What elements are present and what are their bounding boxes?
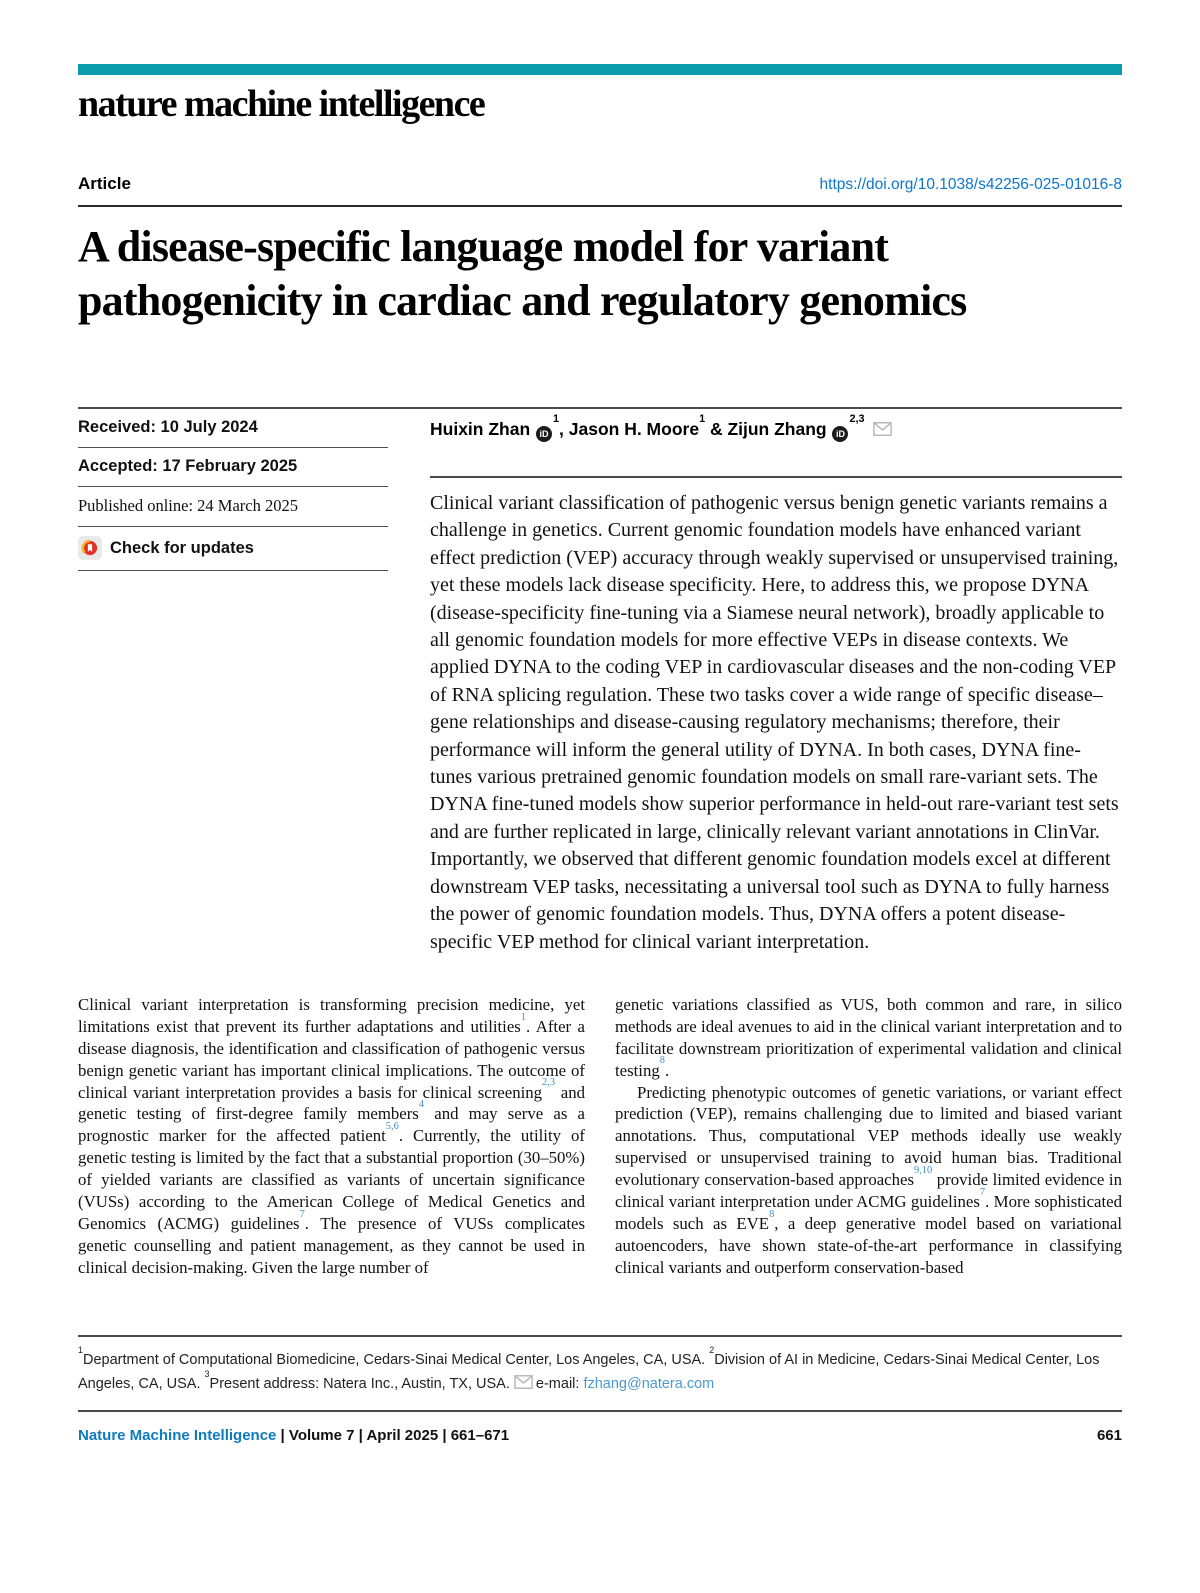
doi-link[interactable]: https://doi.org/10.1038/s42256-025-01016-8 [819,176,1122,193]
affiliation-marker: 1 [553,413,560,426]
article-header [78,174,1122,207]
reference-link[interactable]: 8 [769,1208,775,1220]
reference-link[interactable]: 4 [418,1099,425,1111]
affiliation-marker: 2,3 [849,413,865,426]
orcid-icon: iD [536,426,552,442]
body-paragraph: Clinical variant interpretation is transforming precision medicine, yet limitations exist that prevent its further adaptations and utilities$^1$. After a disease diagnosis, the identification and classification of pathogenic versus benign genetic variant has important clinical implications. The outcome of clinical variant interpretation provides a basis for clinical screening$^{2,3}$ and genetic testing of first-degree family members$^4$ and may serve as a prognostic marker for the affected patient$^{5,6}$. Currently, the utility of genetic testing is limited by the fact that a substantial proportion (30–50%) of yielded variants are classified as variants of uncertain significance (VUSs) according to the American College of Medical Genetics and Genomics (ACMG) guidelines$^7$. The presence of VUSs complicates genetic counselling and patient management, as they cannot be used in clinical decision-making. Given the large number of [78,994,586,1277]
published-date: Published online: 24 March 2025 [78,487,388,527]
meta-and-abstract-section [78,407,1122,956]
affiliation-marker: 3 [204,1368,210,1379]
email-link[interactable]: fzhang@natera.com [583,1375,715,1392]
author-line: Huixin Zhan iD$^1$, Jason H. Moore$^1$ & Zijun Zhang iD$^{2,3}$ [430,409,1122,442]
affiliation-marker: 1 [699,413,706,426]
affiliation-marker: 1 [78,1344,83,1355]
body-paragraph: genetic variations classified as VUS, both common and rare, in silico methods are ideal avenues to aid in the clinical variant interpretation and to facilitate downstream prioritization of experimental validation and clinical testing$^8$. [615,994,1122,1080]
reference-link[interactable]: 2,3 [542,1077,556,1089]
abstract-column [430,409,1122,956]
reference-link[interactable]: 7 [979,1186,986,1198]
accepted-date: Accepted: 17 February 2025 [78,448,388,487]
article-type-label: Article [78,174,131,193]
reference-link[interactable]: 7 [299,1208,305,1220]
footer-left [78,1427,509,1444]
reference-link[interactable]: 5,6 [385,1121,399,1133]
mail-icon [514,1375,533,1389]
affiliations-text: $^1$Department of Computational Biomedicine, Cedars-Sinai Medical Center, Los Angeles, CA, USA. $^2$Division of AI in Medicine, Cedars-Sinai Medical Center, Los Angeles, CA, USA. $^3$Present address: Natera Inc., Austin, TX, USA. e-mail: fzhang@natera.com [78,1344,1100,1392]
article-history [78,409,388,956]
issue-info: | Volume 7 | April 2025 | 661–671 [276,1426,510,1444]
article-body [78,994,1122,1279]
reference-link[interactable]: 9,10 [913,1164,933,1176]
crossmark-icon [78,536,102,560]
page-number: 661 [1096,1426,1122,1444]
journal-logo: nature machine intelligence [78,83,485,125]
body-column-left [78,994,585,1279]
abstract-block [430,476,1122,956]
check-for-updates-label: Check for updates [110,538,254,557]
affiliation-marker: 2 [709,1344,715,1355]
check-for-updates-button[interactable] [78,527,388,571]
page-footer [78,1427,1122,1444]
article-title: A disease-specific language model for variant pathogenicity in cardiac and regulatory genomics [78,222,967,325]
orcid-icon: iD [832,426,848,442]
reference-link[interactable]: 1 [520,1011,527,1023]
mail-icon [873,422,892,436]
abstract-text: Clinical variant classification of pathogenic versus benign genetic variants remains a challenge in genetics. Current genomic foundation models have enhanced variant effect prediction (VEP) accuracy through weakly supervised or unsupervised training, yet these models lack disease specificity. Here, to address this, we propose DYNA (disease-specificity fine-tuning via a Siamese neural network), broadly applicable to all genomic foundation models for more effective VEPs in disease contexts. We applied DYNA to the coding VEP in cardiovascular diseases and the non-coding VEP of RNA splicing regulation. These two tasks cover a wide range of specific disease–gene relationships and disease-causing regulatory mechanisms; therefore, their performance will inform the general utility of DYNA. In both cases, DYNA fine-tunes various pretrained genomic foundation models on small rare-variant sets. The DYNA fine-tuned models show superior performance in held-out rare-variant test sets and are further replicated in large, clinically relevant variant annotations in ClinVar. Importantly, we observed that different genomic foundation models excel at different downstream VEP tasks, necessitating a universal tool such as DYNA to fully harness the power of genomic foundation models. Thus, DYNA offers a potent disease-specific VEP method for clinical variant interpretation. [430,492,1119,953]
body-paragraph: Predicting phenotypic outcomes of genetic variations, or variant effect prediction (VEP), remains challenging due to limited and biased variant annotations. Thus, computational VEP methods ideally use weakly supervised or unsupervised training to avoid human bias. Traditional evolutionary conservation-based approaches$^{9,10}$ provide limited evidence in clinical variant interpretation under ACMG guidelines$^7$. More sophisticated models such as EVE$^8$, a deep generative model based on variational autoencoders, have shown state-of-the-art performance in classifying clinical variants and outperform conservation-based [615,1082,1122,1277]
journal-name-link[interactable]: Nature Machine Intelligence [78,1426,277,1444]
reference-link[interactable]: 8 [659,1055,665,1067]
body-column-right [615,994,1122,1279]
journal-brand-bar [78,64,1122,75]
received-date: Received: 10 July 2024 [78,409,388,448]
affiliations-block [78,1335,1122,1412]
